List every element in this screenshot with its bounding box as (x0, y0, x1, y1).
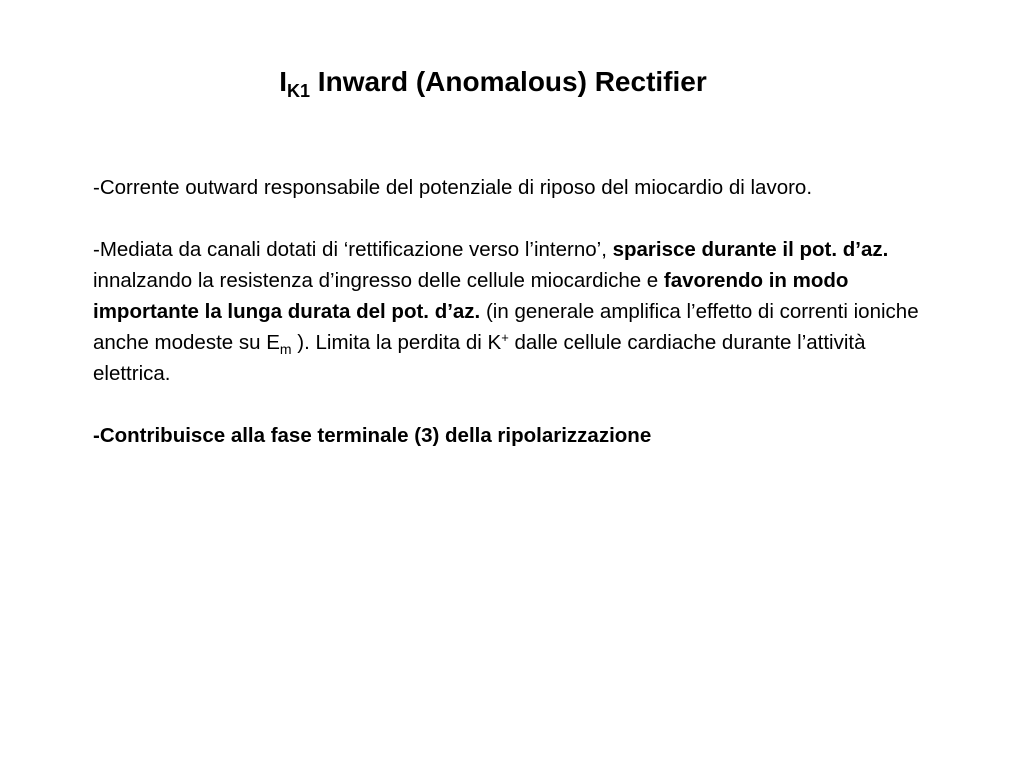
bullet-2-seg3: innalzando la resistenza d’ingresso delle cellule miocardiche e (93, 269, 664, 292)
k-superscript: + (501, 330, 509, 345)
bullet-2-bold-2: favorendo in modo importante la lunga durata del pot. d’az. (93, 269, 849, 323)
bullet-2-seg1: -Mediata da canali dotati di ‘rettificazione verso l’interno’, (93, 238, 613, 261)
bullet-3-text: -Contribuisce alla fase terminale (3) della ripolarizzazione (93, 424, 652, 447)
bullet-1 (93, 172, 933, 203)
bullet-2 (93, 234, 933, 389)
title-text: Inward (Anomalous) Rectifier (310, 66, 707, 97)
bullet-2-seg5: (in generale amplifica l’effetto di correnti ioniche anche modeste su E (93, 300, 919, 354)
bullet-2-seg6: ). Limita la perdita di K (291, 331, 502, 354)
bullet-2-seg7: dalle cellule cardiache durante l’attività elettrica. (93, 331, 866, 385)
slide-title (0, 62, 986, 102)
title-symbol: I (279, 66, 288, 97)
bullet-2-bold-1: sparisce durante il pot. d’az. (612, 238, 889, 261)
bullet-1-text: -Corrente outward responsabile del potenziale di riposo del miocardio di lavoro. (93, 176, 813, 199)
em-subscript: m (279, 341, 292, 357)
bullet-3 (93, 420, 933, 451)
slide-body (93, 172, 933, 451)
title-subscript: K1 (287, 81, 311, 101)
